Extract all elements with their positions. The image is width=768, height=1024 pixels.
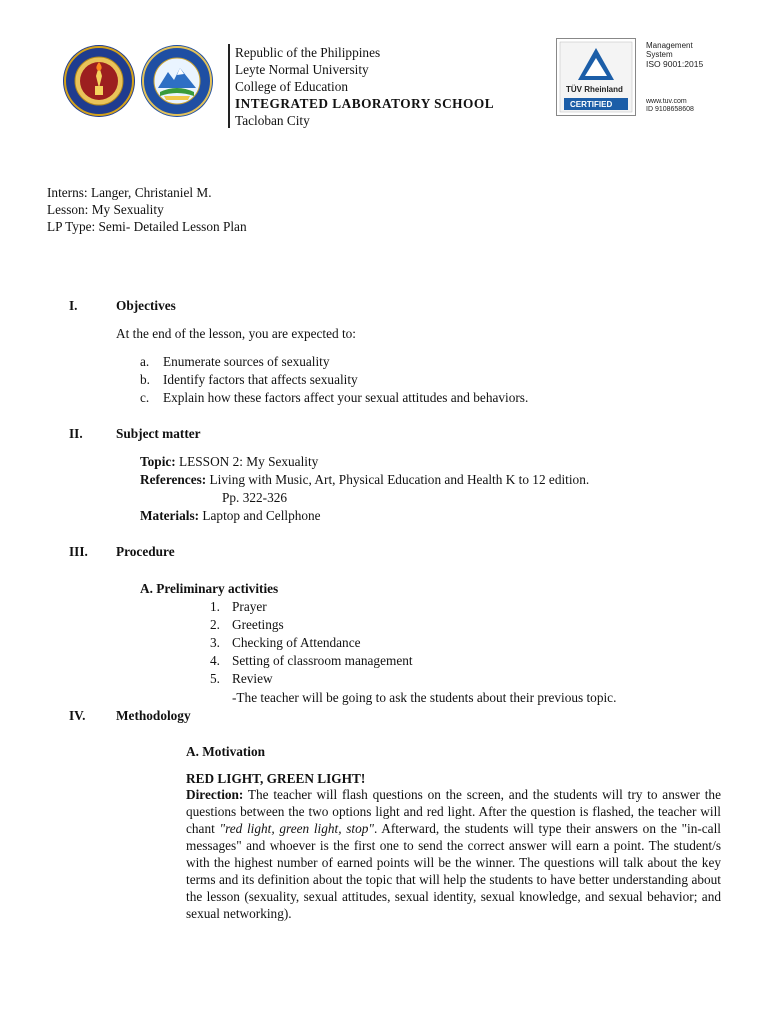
lp-type-line: LP Type: Semi- Detailed Lesson Plan bbox=[47, 219, 247, 234]
objective-a-text: Enumerate sources of sexuality bbox=[163, 354, 330, 369]
prelim-2-label: 2. bbox=[210, 617, 220, 632]
direction-chant: "red light, green light, stop" bbox=[219, 821, 374, 836]
prelim-3-label: 3. bbox=[210, 635, 220, 650]
tuv-ms-line2: System bbox=[646, 50, 673, 59]
references-pages: Pp. 322-326 bbox=[222, 490, 288, 505]
tuv-certified-badge: CERTIFIED bbox=[570, 100, 613, 109]
topic-label: Topic: bbox=[140, 454, 176, 469]
college-of-education-seal bbox=[140, 44, 214, 118]
section-1-title: Objectives bbox=[116, 298, 176, 313]
header-university: Leyte Normal University bbox=[235, 62, 369, 77]
direction-paragraph bbox=[186, 786, 721, 922]
motivation-title: A. Motivation bbox=[186, 744, 266, 759]
section-3-title: Procedure bbox=[116, 544, 175, 559]
review-note: -The teacher will be going to ask the students about their previous topic. bbox=[232, 690, 617, 705]
section-2-title: Subject matter bbox=[116, 426, 201, 441]
section-1-number: I. bbox=[69, 298, 78, 313]
prelim-4-label: 4. bbox=[210, 653, 220, 668]
prelim-2-text: Greetings bbox=[232, 617, 284, 632]
objective-b-label: b. bbox=[140, 372, 150, 387]
preliminary-activities-title: A. Preliminary activities bbox=[140, 581, 279, 596]
tuv-ms-line1: Management bbox=[646, 41, 693, 50]
objective-b-text: Identify factors that affects sexuality bbox=[163, 372, 358, 387]
header-divider bbox=[228, 44, 230, 128]
materials-label: Materials: bbox=[140, 508, 200, 523]
lesson-line: Lesson: My Sexuality bbox=[47, 202, 164, 217]
game-title: RED LIGHT, GREEN LIGHT! bbox=[186, 771, 366, 786]
section-4-title: Methodology bbox=[116, 708, 191, 723]
header-college: College of Education bbox=[235, 79, 348, 94]
tuv-iso: ISO 9001:2015 bbox=[646, 59, 704, 69]
tuv-url: www.tuv.com bbox=[646, 98, 687, 105]
objective-c-label: c. bbox=[140, 390, 150, 405]
prelim-5-label: 5. bbox=[210, 671, 220, 686]
section-4-number: IV. bbox=[69, 708, 86, 723]
tuv-certification-mark bbox=[556, 38, 718, 116]
prelim-4-text: Setting of classroom management bbox=[232, 653, 413, 668]
topic-value: LESSON 2: My Sexuality bbox=[179, 454, 319, 469]
objective-a-label: a. bbox=[140, 354, 150, 369]
lnu-seal bbox=[62, 44, 136, 118]
interns-line: Interns: Langer, Christaniel M. bbox=[47, 185, 212, 200]
section-2-number: II. bbox=[69, 426, 83, 441]
prelim-1-label: 1. bbox=[210, 599, 220, 614]
direction-label: Direction: bbox=[186, 787, 244, 802]
prelim-1-text: Prayer bbox=[232, 599, 267, 614]
header-city: Tacloban City bbox=[235, 113, 310, 128]
tuv-id: ID 9108658608 bbox=[646, 106, 694, 113]
references-label: References: bbox=[140, 472, 207, 487]
objective-c-text: Explain how these factors affect your sexual attitudes and behaviors. bbox=[163, 390, 529, 405]
section-3-number: III. bbox=[69, 544, 88, 559]
tuv-brand: TÜV Rheinland bbox=[566, 85, 623, 94]
direction-text-part1: The teacher will flash questions on the screen, and the students will try to answer the questions between the two options light and red light. After the question is flashed, the teacher will chant bbox=[186, 787, 721, 836]
prelim-3-text: Checking of Attendance bbox=[232, 635, 361, 650]
materials-line bbox=[140, 507, 321, 524]
header-country: Republic of the Philippines bbox=[235, 45, 381, 60]
header-school: INTEGRATED LABORATORY SCHOOL bbox=[235, 96, 495, 111]
topic-line bbox=[140, 453, 318, 470]
materials-value: Laptop and Cellphone bbox=[202, 508, 321, 523]
direction-text-part2: . Afterward, the students will type their answers on the "in-call messages" and whoever is the first one to send the correct answer will earn a point. The student/s with the highest number of earned points will be the winner. The questions will talk about the key terms and its definition about the topic that will help the students to have better understanding about the lesson (sexuality, sexual attitudes, sexual identity, sexual knowledge, and sexual behavior; and sexual networking). bbox=[186, 821, 721, 921]
objectives-intro: At the end of the lesson, you are expected to: bbox=[116, 326, 357, 341]
references-value: Living with Music, Art, Physical Education and Health K to 12 edition. bbox=[209, 472, 590, 487]
references-line bbox=[140, 471, 589, 488]
prelim-5-text: Review bbox=[232, 671, 273, 686]
